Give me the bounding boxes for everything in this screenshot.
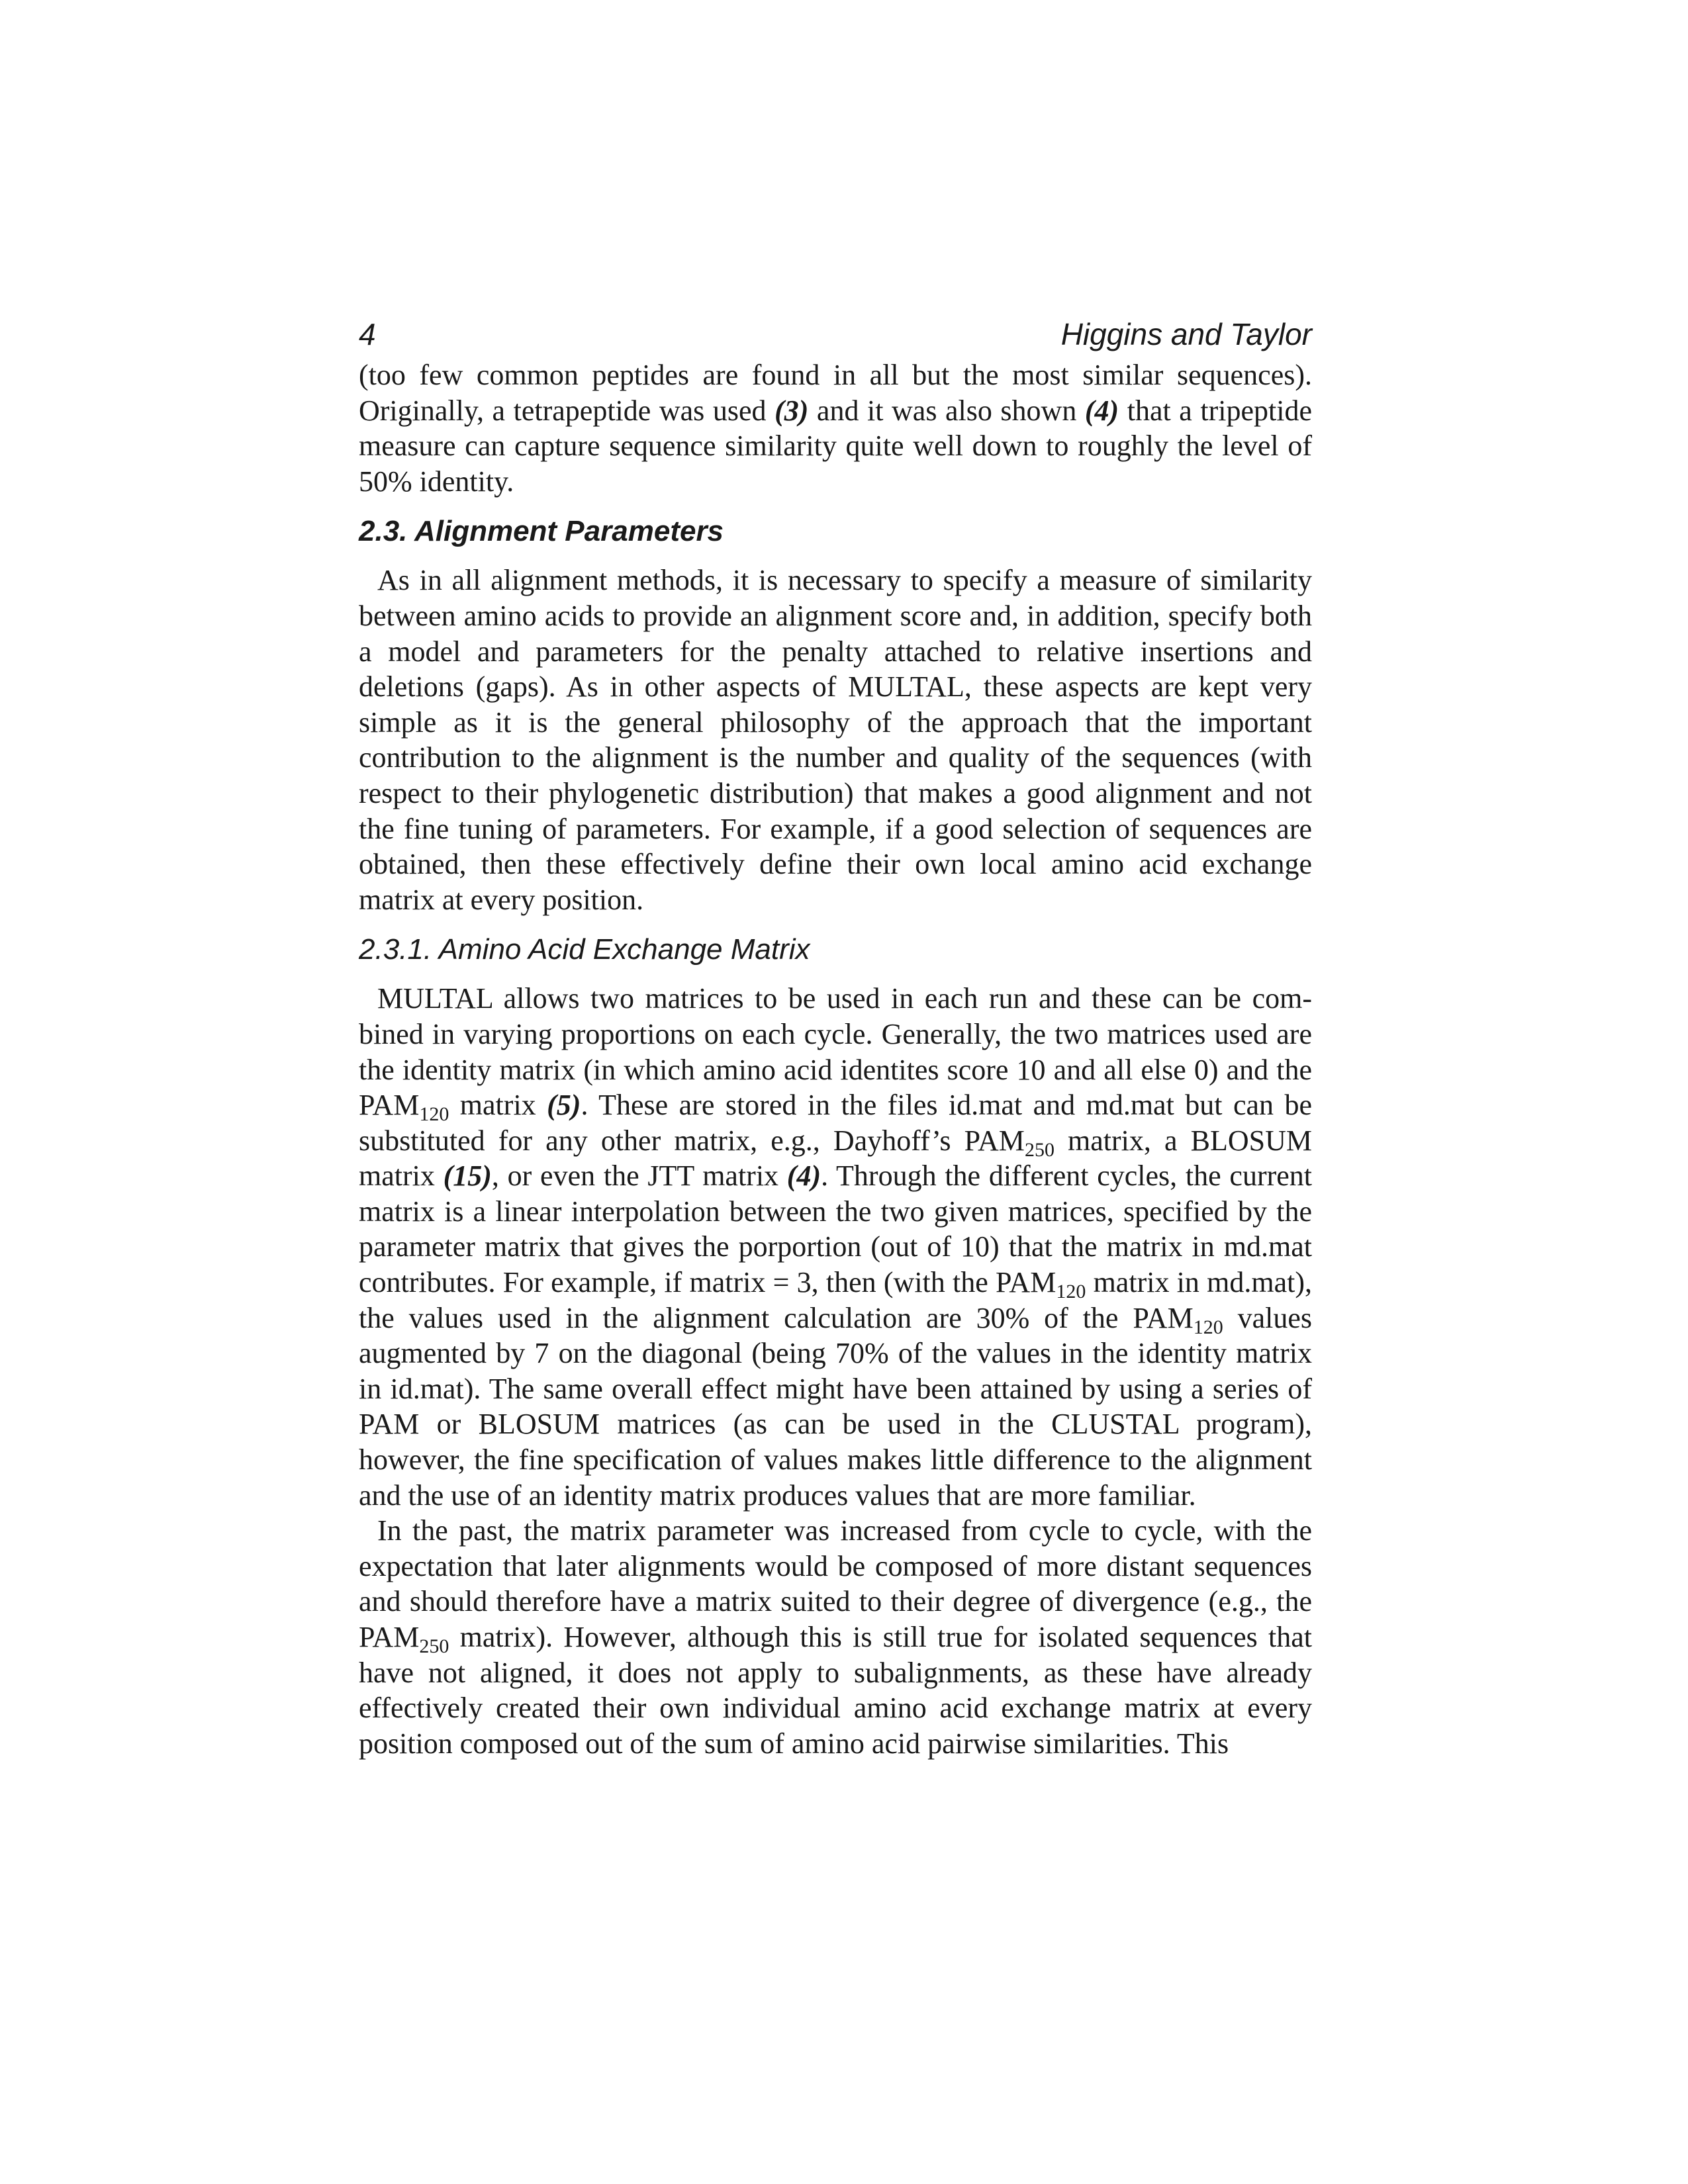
subscript: 250 bbox=[1024, 1138, 1055, 1161]
text-run: matrix). However, although this is still true for isolated sequences that have not aligned, it does not apply to subalignments, as these have already effectively created their own individual amino acid exchange matrix at every position composed out of the sum of amino acid pairwise similarities. This bbox=[359, 1621, 1312, 1760]
text-run: that a tripeptide measure can capture sequence similarity quite well down to roughly the level of 50% identity. bbox=[359, 394, 1313, 498]
text-run: and it was also shown bbox=[808, 394, 1085, 427]
text-run: . These are stored in the files id.mat and md.mat but can be substituted for any other matrix, e.g., Dayhoff’s PAM bbox=[359, 1089, 1313, 1157]
citation-ref: (4) bbox=[1084, 394, 1119, 427]
running-head bbox=[359, 311, 1312, 357]
subscript: 120 bbox=[1056, 1281, 1086, 1303]
section-heading-2-3: 2.3. Alignment Parameters bbox=[359, 515, 724, 548]
running-title: Higgins and Taylor bbox=[1060, 317, 1312, 351]
citation-ref: (4) bbox=[786, 1160, 821, 1193]
page bbox=[359, 311, 1312, 1761]
text-run: matrix, a BLOSUM matrix bbox=[359, 1124, 1312, 1193]
subscript: 250 bbox=[419, 1635, 449, 1657]
body-text bbox=[359, 357, 1312, 1761]
paragraph-continued bbox=[359, 357, 1312, 499]
text-run: In the past, the matrix parameter was increased from cycle to cycle, with the expectation that later alignments would be composed of more distant sequences and should therefore have a matrix suited to their degree of divergence (e.g., the PAM bbox=[359, 1514, 1312, 1653]
text-run: MULTAL allows two matrices to be used in each run and these can be combined in varying proportions on each cycle. Generally, the two matrices used are the identity matrix (in which amino acid identites score 10 and all else 0) and the PAM bbox=[359, 982, 1312, 1122]
page-number: 4 bbox=[359, 317, 376, 351]
subscript: 120 bbox=[419, 1103, 449, 1126]
paragraph-matrix-parameter-history bbox=[359, 1513, 1312, 1761]
text-run: (too few common peptides are found in all but the most similar sequences). Originally, a tetrapeptide was used bbox=[359, 359, 1312, 427]
paragraph-exchange-matrix bbox=[359, 981, 1312, 1513]
text-run: . Through the different cycles, the current matrix is a linear interpolation between the two given matrices, specified by the parameter matrix that gives the porportion (out of 10) that the matrix in md.mat contributes. For example, if matrix = 3, then (with the PAM bbox=[359, 1160, 1313, 1299]
text-run: matrix bbox=[449, 1089, 547, 1122]
subscript: 120 bbox=[1193, 1316, 1223, 1338]
text-run: matrix in md.mat), the values used in the alignment calculation are 30% of the PAM bbox=[359, 1266, 1313, 1334]
text-run: values augmented by 7 on the diagonal (being 70% of the values in the identity matrix in id.mat). The same overall effect might have been attained by using a series of PAM or BLOSUM matrices (as can be used in the CLUSTAL program), however, the fine specification of values makes little difference to the alignment and the use of an identity matrix produces values that are more familiar. bbox=[359, 1301, 1313, 1512]
paragraph-alignment-parameters: As in all alignment methods, it is necessary to specify a measure of similarity between amino acids to provide an alignment score and, in addition, specify both a model and parameters for the penalty attached to relative insertions and deletions (gaps). As in other aspects of MULTAL, these aspects are kept very simple as it is the general philosophy of the approach that the important contribution to the alignment is the number and quality of the sequences (with respect to their phylogenetic distribution) that makes a good alignment and not the fine tuning of parameters. For example, if a good selection of sequences are obtained, then these effectively define their own local amino acid exchange matrix at every position. bbox=[359, 564, 1312, 916]
subsection-heading-2-3-1: 2.3.1. Amino Acid Exchange Matrix bbox=[359, 933, 810, 966]
citation-ref: (3) bbox=[774, 394, 809, 427]
text-run: , or even the JTT matrix bbox=[491, 1160, 787, 1193]
citation-ref: (5) bbox=[547, 1089, 581, 1122]
citation-ref: (15) bbox=[443, 1160, 492, 1193]
